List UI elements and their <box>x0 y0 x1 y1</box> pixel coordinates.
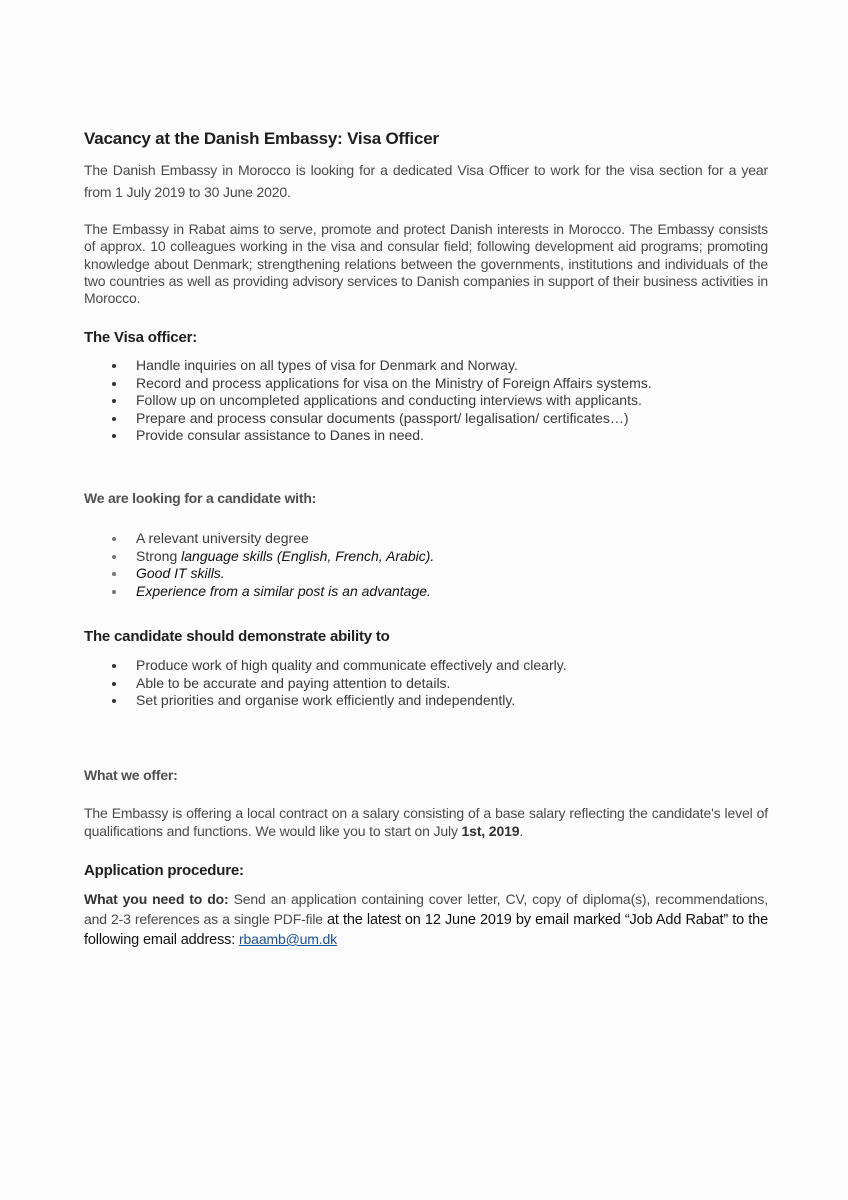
offer-paragraph <box>84 805 768 840</box>
candidate-heading: We are looking for a candidate with: <box>84 490 317 506</box>
page-title: Vacancy at the Danish Embassy: Visa Officer <box>84 129 439 148</box>
offer-heading: What we offer: <box>84 767 178 783</box>
list-item <box>84 548 768 566</box>
ability-list <box>84 657 768 710</box>
bullet-icon <box>112 682 116 686</box>
visa-officer-heading: The Visa officer: <box>84 329 198 346</box>
bullet-icon <box>112 555 116 559</box>
list-item <box>84 392 768 410</box>
application-text: Send an application containing cover letter, CV, copy of diploma(s), recommendations, and 2-3 references as a single PDF-file <box>84 891 768 927</box>
list-item-text: Handle inquiries on all types of visa for Denmark and Norway. <box>136 357 518 373</box>
list-item-text: Provide consular assistance to Danes in need. <box>136 427 424 444</box>
bullet-icon <box>112 417 116 421</box>
application-paragraph <box>84 890 768 951</box>
list-item-text: Follow up on uncompleted applications and conducting interviews with applicants. <box>136 392 642 409</box>
candidate-list <box>84 530 768 600</box>
list-item <box>84 530 768 548</box>
ability-heading: The candidate should demonstrate ability to <box>84 628 390 645</box>
offer-text: The Embassy is offering a local contract on a salary consisting of a base salary reflecting the candidate's level of qualifications and functions. We would like you to start on July <box>84 805 768 839</box>
list-item <box>84 675 768 693</box>
list-item-text: Prepare and process consular documents (passport/ legalisation/ certificates…) <box>136 409 629 426</box>
list-item-text: Able to be accurate and paying attention to details. <box>136 674 451 691</box>
offer-end: . <box>519 822 524 839</box>
list-item <box>84 357 768 375</box>
list-item-text: Experience from a similar post is an advantage. <box>136 582 431 599</box>
bullet-icon <box>112 699 116 703</box>
list-item <box>84 692 768 710</box>
intro-paragraph: The Danish Embassy in Morocco is looking for a dedicated Visa Officer to work for the visa section for a year from 1 July 2019 to 30 June 2020. <box>84 162 768 200</box>
list-item <box>84 657 768 675</box>
list-item-text: Produce work of high quality and communicate effectively and clearly. <box>136 657 567 673</box>
application-lead: What you need to do: <box>84 891 229 907</box>
list-item <box>84 565 768 583</box>
bullet-icon <box>112 537 116 541</box>
offer-start-date: 1st, 2019 <box>461 822 520 839</box>
bullet-icon <box>112 364 116 368</box>
bullet-icon <box>112 664 116 668</box>
bullet-icon <box>112 399 116 403</box>
list-item <box>84 427 768 445</box>
bullet-icon <box>112 382 116 386</box>
list-item-text: A relevant university degree <box>136 530 309 546</box>
bullet-icon <box>112 572 116 576</box>
visa-officer-list <box>84 357 768 445</box>
application-deadline-text: at the latest on 12 June 2019 by email marked “Job Add Rabat” to the following email address: <box>84 911 768 948</box>
email-link[interactable]: rbaamb@um.dk <box>239 931 338 947</box>
list-item-italic-text: language skills (English, French, Arabic). <box>181 547 435 564</box>
list-item-text: Good IT skills. <box>136 565 225 582</box>
bullet-icon <box>112 590 116 594</box>
about-paragraph: The Embassy in Rabat aims to serve, promote and protect Danish interests in Morocco. The Embassy consists of approx. 10 colleagues working in the visa and consular field; following development aid programs; promoting knowledge about Denmark; strengthening relations between the governments, institutions and individuals of the two countries as well as providing advisory services to Danish companies in support of their business activities in Morocco. <box>84 221 768 307</box>
list-item-text: Set priorities and organise work efficiently and independently. <box>136 692 516 709</box>
list-item <box>84 375 768 393</box>
list-item <box>84 410 768 428</box>
bullet-icon <box>112 434 116 438</box>
list-item-text: Record and process applications for visa on the Ministry of Foreign Affairs systems. <box>136 374 652 391</box>
application-heading: Application procedure: <box>84 862 244 879</box>
list-item <box>84 583 768 601</box>
list-item-text: Strong <box>136 547 182 564</box>
